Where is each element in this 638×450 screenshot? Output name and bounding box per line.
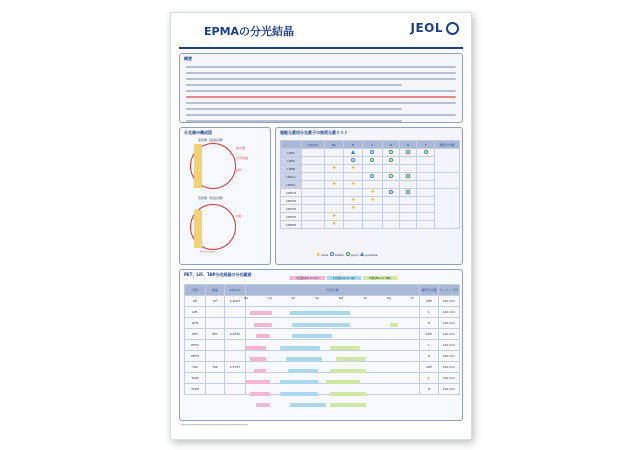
range-row <box>185 351 460 362</box>
text-line <box>186 78 456 80</box>
cell-d <box>225 318 246 329</box>
cell-elements <box>246 351 420 362</box>
cell-r: 100 mm <box>439 384 460 395</box>
footnote: ━━━━━━━━━━━━━━━━━━━━━━━━━━━━━━━━━━━━━ <box>181 423 248 427</box>
good-icon <box>370 158 374 162</box>
cell-crystal: TAP <box>206 362 225 373</box>
range-bar <box>390 323 398 327</box>
table-row <box>281 189 460 197</box>
row-name: LDE1L <box>281 173 302 181</box>
better-icon <box>370 150 374 154</box>
cell-name: LIFH <box>185 318 206 329</box>
col-n: N <box>382 141 399 149</box>
range-row <box>185 340 460 351</box>
cell-d <box>225 384 246 395</box>
range-bar <box>246 346 266 350</box>
best-icon: ★ <box>351 165 356 171</box>
row-name: LDE1H <box>281 189 302 197</box>
better-icon <box>370 174 374 178</box>
cell-name: TAPH <box>185 384 206 395</box>
range-bar <box>292 334 332 338</box>
col-b: B <box>344 141 363 149</box>
col-c: C <box>363 141 382 149</box>
table-row <box>281 205 460 213</box>
row-name: LDEB <box>281 165 302 173</box>
range-bar <box>250 311 272 315</box>
cell-name: PET <box>185 329 206 340</box>
best-icon: ★ <box>351 181 356 187</box>
table-row <box>281 221 460 229</box>
possible-icon <box>351 150 355 154</box>
row-name: LDE6H <box>281 221 302 229</box>
cell-r: 140 mm <box>439 296 460 307</box>
best-icon: ★ <box>331 221 337 227</box>
range-row <box>185 384 460 395</box>
row-name: LDE2 <box>281 157 302 165</box>
good-icon <box>389 174 393 178</box>
xray-label: X線 <box>236 214 242 218</box>
overview-heading: 概要 <box>184 56 192 61</box>
diagram-heading: 分光器の構成図 <box>184 130 212 135</box>
text-line <box>186 120 402 122</box>
cell-sp: XCE <box>420 362 439 373</box>
cell-sp: H <box>420 351 439 362</box>
range-bar <box>330 403 366 407</box>
cell-crystal: LiF <box>206 296 225 307</box>
top-caption: 高角側（高波長側） <box>198 138 226 142</box>
cell-name: LIFL <box>185 307 206 318</box>
cell-name: TAPL <box>185 373 206 384</box>
possible-icon <box>360 252 364 256</box>
col-name <box>281 141 302 149</box>
cell-d: 2.5757 <box>225 362 246 373</box>
row-name: LDE2H <box>281 197 302 205</box>
sample-label: 試料 <box>236 168 243 172</box>
crystal-label: 分光結晶 <box>236 156 249 160</box>
range-row <box>185 373 460 384</box>
better-icon <box>406 190 410 194</box>
best-icon: ★ <box>351 205 356 211</box>
logo-mark-icon <box>446 22 459 35</box>
col-rowland: ローランド円 <box>439 285 460 296</box>
col-f: F <box>417 141 435 149</box>
cell-sp: H <box>420 384 439 395</box>
range-bar <box>336 357 366 361</box>
cell-elements <box>246 329 420 340</box>
range-bar <box>326 380 360 384</box>
list-heading: 超軽元素用分光素子の推奨元素リスト <box>280 130 348 135</box>
range-row <box>185 362 460 373</box>
best-icon: ★ <box>331 181 337 187</box>
element-tick: Zr <box>292 296 296 300</box>
cell-d <box>225 373 246 384</box>
element-tick: Nd <box>339 296 344 300</box>
table-header <box>281 141 460 149</box>
overview-panel <box>179 53 463 123</box>
range-bar <box>292 323 350 327</box>
table-row <box>281 157 460 165</box>
cell-r: 140 mm <box>439 329 460 340</box>
row-name: LDE5L <box>281 181 302 189</box>
row-name: LDE5H <box>281 213 302 221</box>
legend-pink: 1次線(Kα or Lα) <box>290 276 325 280</box>
text-line <box>186 72 456 74</box>
cell-crystal <box>206 351 225 362</box>
element-tick: Yb <box>363 296 368 300</box>
better-icon <box>389 190 393 194</box>
xray-beam-low <box>194 210 202 248</box>
cell-sp: H <box>420 318 439 329</box>
row-name: LDE3H <box>281 205 302 213</box>
best-icon: ★ <box>370 189 375 195</box>
cell-r: 100 mm <box>439 318 460 329</box>
text-line <box>186 84 402 86</box>
better-icon <box>330 252 334 256</box>
range-table <box>184 284 460 395</box>
legend-good: good <box>350 253 359 257</box>
table-row <box>281 149 460 157</box>
range-bar <box>254 369 266 373</box>
best-icon: ★ <box>351 197 356 203</box>
cell-sp: L <box>420 340 439 351</box>
range-legend <box>290 276 397 280</box>
jeol-logo <box>410 21 459 35</box>
caption-red: ━ ━ ━ ━ ━ ━ <box>200 250 216 254</box>
legend-blue: 1次線(Lα or Lβ) <box>327 276 361 280</box>
col-be: Be <box>325 141 344 149</box>
cell-crystal <box>206 373 225 384</box>
cell-r: 140 mm <box>439 362 460 373</box>
cell-crystal: PET <box>206 329 225 340</box>
range-bar <box>250 392 270 396</box>
good-icon <box>389 150 393 154</box>
best-icon: ★ <box>370 197 375 203</box>
cell-d: 0.4027 <box>225 296 246 307</box>
range-bar <box>280 392 318 396</box>
cell-crystal <box>206 340 225 351</box>
element-tick: Fr <box>411 296 414 300</box>
range-panel <box>179 269 463 421</box>
range-header <box>185 285 460 296</box>
best-icon: ★ <box>331 213 337 219</box>
cell-name: TAP <box>185 362 206 373</box>
table-row <box>281 197 460 205</box>
good-icon <box>389 158 393 162</box>
bottom-caption: 低角側（短波長側） <box>198 196 226 200</box>
text-line <box>186 108 402 110</box>
col-spectrometer: 適用分光器 <box>435 141 460 149</box>
detector-label: 検出器 <box>236 146 246 150</box>
range-bar <box>290 311 350 315</box>
good-icon <box>424 150 428 154</box>
col-o: O <box>400 141 417 149</box>
table-row <box>281 213 460 221</box>
range-bar <box>246 380 270 384</box>
good-icon <box>346 252 350 256</box>
row-name: LDE1 <box>281 149 302 157</box>
table-row <box>281 181 460 189</box>
col-2d: 2d(nm) <box>225 285 246 296</box>
col-name: 名称 <box>185 285 206 296</box>
range-bar <box>330 392 366 396</box>
range-bar <box>250 357 266 361</box>
cell-crystal <box>206 384 225 395</box>
element-ticks <box>244 296 414 300</box>
range-bar <box>254 323 272 327</box>
range-bar <box>256 334 270 338</box>
best-icon: ★ <box>331 165 337 171</box>
cell-d <box>225 340 246 351</box>
table-row <box>281 165 460 173</box>
cell-crystal <box>206 318 225 329</box>
cell-r: 140 mm <box>439 307 460 318</box>
range-bar <box>280 346 320 350</box>
cell-sp: L <box>420 307 439 318</box>
range-bar <box>330 346 360 350</box>
range-bar <box>290 403 326 407</box>
text-line <box>186 102 456 104</box>
text-line-highlight <box>186 96 456 98</box>
page-title: EPMAの分光結晶 <box>204 25 295 38</box>
range-bar <box>330 369 366 373</box>
cell-r: 140 mm <box>439 340 460 351</box>
legend-better: better <box>334 253 345 257</box>
best-icon: ★ <box>316 252 321 258</box>
element-tick: Sn <box>315 296 320 300</box>
cell-r: 140 mm <box>439 373 460 384</box>
range-bar <box>288 369 318 373</box>
cell-d: 0.8742 <box>225 329 246 340</box>
col-elements: 分光元素 <box>246 285 420 296</box>
text-line <box>186 66 456 68</box>
cell-r: 100 mm <box>439 351 460 362</box>
element-tick: Na <box>244 296 249 300</box>
col-spectrometer: 適用分光器 <box>420 285 439 296</box>
legend-green: M線(Mα or Mβ) <box>363 276 397 280</box>
text-line <box>186 114 456 116</box>
legend-possible: possible <box>365 253 378 257</box>
cell-name: LIF <box>185 296 206 307</box>
range-bar <box>286 357 322 361</box>
cell-sp: XCE <box>420 296 439 307</box>
xray-beam-high <box>194 144 202 188</box>
legend-best: best <box>321 253 328 257</box>
logo-text: JEOL <box>410 21 443 35</box>
table-row <box>281 173 460 181</box>
text-line <box>186 90 456 92</box>
list-legend <box>316 252 378 258</box>
cell-name: PETL <box>185 340 206 351</box>
cell-d <box>225 307 246 318</box>
range-bar <box>256 403 270 407</box>
cell-crystal <box>206 307 225 318</box>
cell-d <box>225 351 246 362</box>
range-bar <box>280 380 318 384</box>
cell-name: PETH <box>185 351 206 362</box>
spectrometer-diagram-panel <box>179 127 271 265</box>
element-list-panel <box>275 127 463 265</box>
element-table <box>280 140 460 229</box>
brochure-page <box>170 12 472 440</box>
better-icon <box>351 158 355 162</box>
element-tick: Ca <box>268 296 273 300</box>
range-heading: PET、LiF、TAP分光結晶の分光範囲 <box>184 272 252 277</box>
element-tick: Hg <box>387 296 392 300</box>
header-rule <box>179 47 463 49</box>
cell-sp: XCE <box>420 329 439 340</box>
col-crystal: 結晶 <box>206 285 225 296</box>
col-2d: 2d(nm) <box>302 141 325 149</box>
good-icon <box>406 174 410 178</box>
cell-sp: L <box>420 373 439 384</box>
good-icon <box>406 150 410 154</box>
